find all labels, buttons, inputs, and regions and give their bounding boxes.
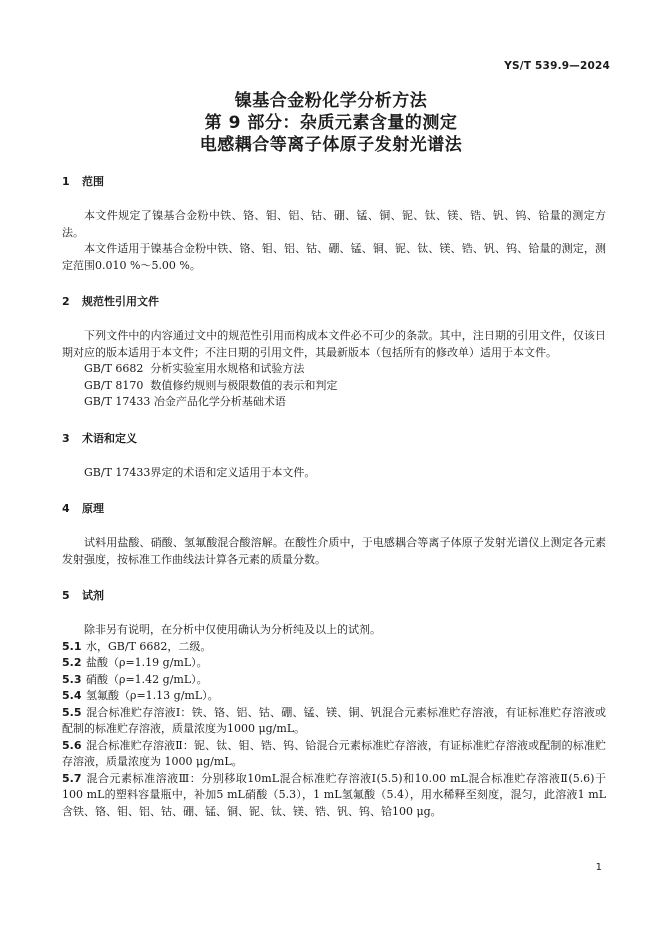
standard-number: YS/T 539.9—2024	[504, 60, 610, 72]
item-text: 混合标准贮存溶液Ⅰ：铁、铬、铝、钴、硼、锰、镁、铜、钒混合元素标准贮存溶液，有证标准贮存溶液或配制的标准贮存溶液，质量浓度为1000 μg/mL。	[62, 705, 606, 735]
section-number: 3	[62, 431, 70, 445]
section-heading-principle	[62, 500, 606, 517]
reagent-item	[62, 738, 606, 771]
section-number: 1	[62, 175, 70, 188]
section-number: 2	[62, 295, 70, 308]
paragraph: 除非另有说明，在分析中仅使用确认为分析纯及以上的试剂。	[84, 623, 381, 636]
section-heading-terms	[62, 430, 606, 447]
section-heading-normative-references	[62, 293, 606, 310]
section-heading-scope	[62, 173, 606, 190]
reagent-item	[62, 688, 606, 705]
document-body	[62, 173, 606, 820]
reference-item: GB/T 6682 分析实验室用水规格和试验方法	[84, 362, 305, 375]
section-title: 规范性引用文件	[82, 295, 159, 308]
reagent-item	[62, 705, 606, 738]
item-text: 水，GB/T 6682，二级。	[86, 639, 212, 653]
item-number: 5.7	[62, 771, 82, 785]
title-line-1: 镍基合金粉化学分析方法	[234, 91, 428, 111]
item-text: 硝酸（ρ=1.42 g/mL）。	[86, 672, 208, 686]
item-text: 混合元素标准溶液Ⅲ：分别移取10mL混合标准贮存溶液Ⅰ(5.5)和10.00 mL混合标准贮存溶液Ⅱ(5.6)于100 mL的塑料容量瓶中，补加5 mL硝酸（5.3），1 mL氢氟酸（5.4），用水稀释至刻度，混匀，此溶液1 mL含铁、铬、钼、铝、钴、硼、锰、铜、铌、钛、镁、锆、钒、钨、铪100 μg。	[62, 771, 606, 818]
section-title: 术语和定义	[82, 431, 137, 445]
paragraph: 下列文件中的内容通过文中的规范性引用而构成本文件必不可少的条款。其中，注日期的引用文件，仅该日期对应的版本适用于本文件；不注日期的引用文件，其最新版本（包括所有的修改单）适用于本文件。	[62, 329, 606, 359]
section-heading-reagents	[62, 587, 606, 604]
item-text: 盐酸（ρ=1.19 g/mL）。	[86, 656, 208, 669]
section-title: 试剂	[82, 589, 104, 602]
item-number: 5.2	[62, 656, 82, 669]
item-text: 混合标准贮存溶液Ⅱ：铌、钛、钼、锆、钨、铪混合元素标准贮存溶液，有证标准贮存溶液或配制的标准贮存溶液，质量浓度为 1000 μg/mL。	[62, 738, 606, 768]
reagent-item	[62, 672, 606, 689]
item-number: 5.4	[62, 689, 82, 702]
page-number: 1	[595, 862, 602, 873]
section-title: 原理	[82, 502, 104, 515]
reference-item: GB/T 17433 冶金产品化学分析基础术语	[84, 395, 286, 408]
item-number: 5.6	[62, 738, 82, 752]
paragraph: 试料用盐酸、硝酸、氢氟酸混合酸溶解。在酸性介质中，于电感耦合等离子体原子发射光谱仪上测定各元素发射强度，按标准工作曲线法计算各元素的质量分数。	[62, 536, 606, 566]
reagent-item	[62, 639, 606, 656]
paragraph: 本文件规定了镍基合金粉中铁、铬、钼、铝、钴、硼、锰、铜、铌、钛、镁、锆、钒、钨、铪量的测定方法。	[62, 209, 606, 239]
reagent-item	[62, 655, 606, 672]
item-number: 5.3	[62, 672, 82, 686]
section-title: 范围	[82, 175, 104, 188]
section-number: 4	[62, 502, 70, 515]
paragraph: GB/T 17433界定的术语和定义适用于本文件。	[84, 465, 316, 479]
section-number: 5	[62, 589, 70, 602]
item-text: 氢氟酸（ρ=1.13 g/mL）。	[86, 689, 219, 702]
paragraph: 本文件适用于镍基合金粉中铁、铬、钼、铝、钴、硼、锰、铜、铌、钛、镁、锆、钒、钨、铪量的测定，测定范围0.010 %～5.00 %。	[62, 242, 606, 272]
title-line-3: 电感耦合等离子体原子发射光谱法	[199, 135, 463, 155]
reagent-item	[62, 771, 606, 821]
item-number: 5.5	[62, 705, 82, 719]
reference-item: GB/T 8170 数值修约规则与极限数值的表示和判定	[84, 378, 338, 392]
title-line-2: 第 9 部分：杂质元素含量的测定	[204, 113, 458, 133]
document-title	[0, 90, 662, 156]
item-number: 5.1	[62, 639, 82, 653]
